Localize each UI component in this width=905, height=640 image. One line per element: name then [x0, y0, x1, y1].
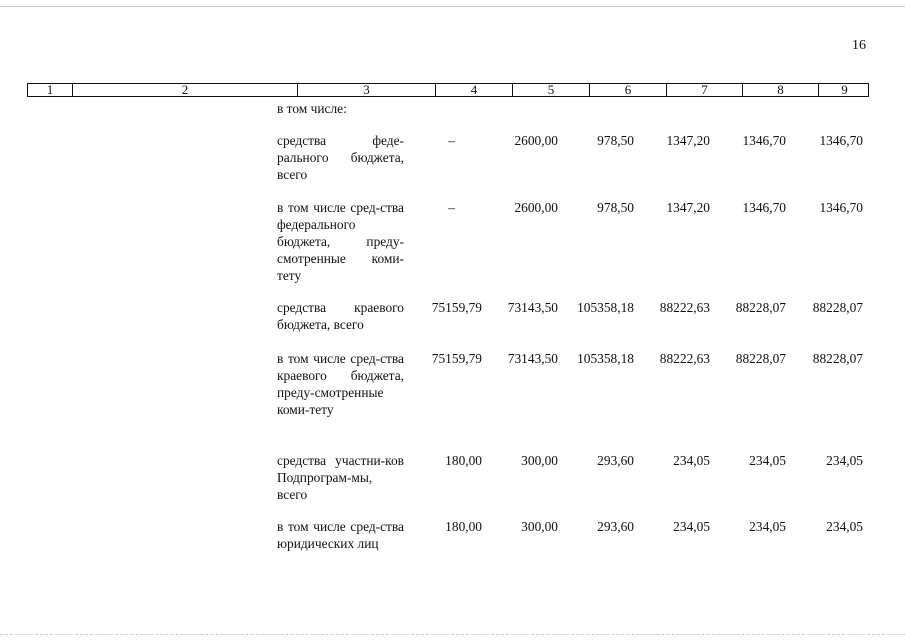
header-col-5: 5 [513, 83, 590, 97]
intro-text: в том числе: [277, 101, 347, 116]
header-col-7: 7 [667, 83, 743, 97]
table-header-row [27, 83, 869, 97]
header-col-8: 8 [743, 83, 819, 97]
row-1-col-5: 2600,00 [514, 133, 558, 148]
row-5-col-7: 234,05 [673, 453, 710, 468]
row-5-col-8: 234,05 [749, 453, 786, 468]
row-1-col-7: 1347,20 [666, 133, 710, 148]
header-col-4: 4 [436, 83, 513, 97]
row-6-col-8: 234,05 [749, 519, 786, 534]
row-1-col-4: – [448, 133, 455, 148]
row-6-col-9: 234,05 [826, 519, 863, 534]
row-3-col-7: 88222,63 [659, 300, 710, 315]
row-5-description: средства участни-ков Подпрограм-мы, всего [277, 453, 404, 502]
row-5-col-6: 293,60 [597, 453, 634, 468]
row-4-description: в том числе сред-ства краевого бюджета, преду-смотренные коми-тету [277, 351, 404, 417]
row-1-col-8: 1346,70 [742, 133, 786, 148]
row-6-col-7: 234,05 [673, 519, 710, 534]
row-3-description: средства краевого бюджета, всего [277, 300, 404, 332]
row-3-col-4: 75159,79 [431, 300, 482, 315]
scan-edge-bottom [0, 634, 905, 635]
row-6-col-4: 180,00 [445, 519, 482, 534]
row-4-col-9: 88228,07 [812, 351, 863, 366]
row-4-col-5: 73143,50 [507, 351, 558, 366]
row-2-col-8: 1346,70 [742, 200, 786, 215]
header-col-9: 9 [841, 82, 848, 97]
row-4-col-8: 88228,07 [735, 351, 786, 366]
row-1-col-9: 1346,70 [819, 133, 863, 148]
row-2-description: в том числе сред-ства федерального бюджета, преду-смотренные коми-тету [277, 200, 404, 283]
row-1-col-6: 978,50 [597, 133, 634, 148]
row-4-col-6: 105358,18 [577, 351, 634, 366]
row-5-col-9: 234,05 [826, 453, 863, 468]
header-col-1: 1 [28, 83, 73, 97]
row-3-col-8: 88228,07 [735, 300, 786, 315]
row-6-description: в том числе сред-ства юридических лиц [277, 519, 404, 551]
row-6-col-5: 300,00 [521, 519, 558, 534]
row-3-col-5: 73143,50 [507, 300, 558, 315]
row-4-col-4: 75159,79 [431, 351, 482, 366]
row-2-col-5: 2600,00 [514, 200, 558, 215]
row-3-col-9: 88228,07 [812, 300, 863, 315]
row-5-col-4: 180,00 [445, 453, 482, 468]
header-col-6: 6 [590, 83, 667, 97]
row-3-col-6: 105358,18 [577, 300, 634, 315]
row-2-col-4: – [448, 200, 455, 215]
row-5-col-5: 300,00 [521, 453, 558, 468]
header-col-2: 2 [73, 83, 298, 97]
row-2-col-6: 978,50 [597, 200, 634, 215]
page-number: 16 [852, 38, 866, 53]
header-col-3: 3 [298, 83, 436, 97]
row-4-col-7: 88222,63 [659, 351, 710, 366]
row-2-col-7: 1347,20 [666, 200, 710, 215]
row-1-description: средства феде-ральногo бюджета, всего [277, 133, 404, 182]
row-2-col-9: 1346,70 [819, 200, 863, 215]
row-6-col-6: 293,60 [597, 519, 634, 534]
scan-edge-top [0, 6, 905, 7]
